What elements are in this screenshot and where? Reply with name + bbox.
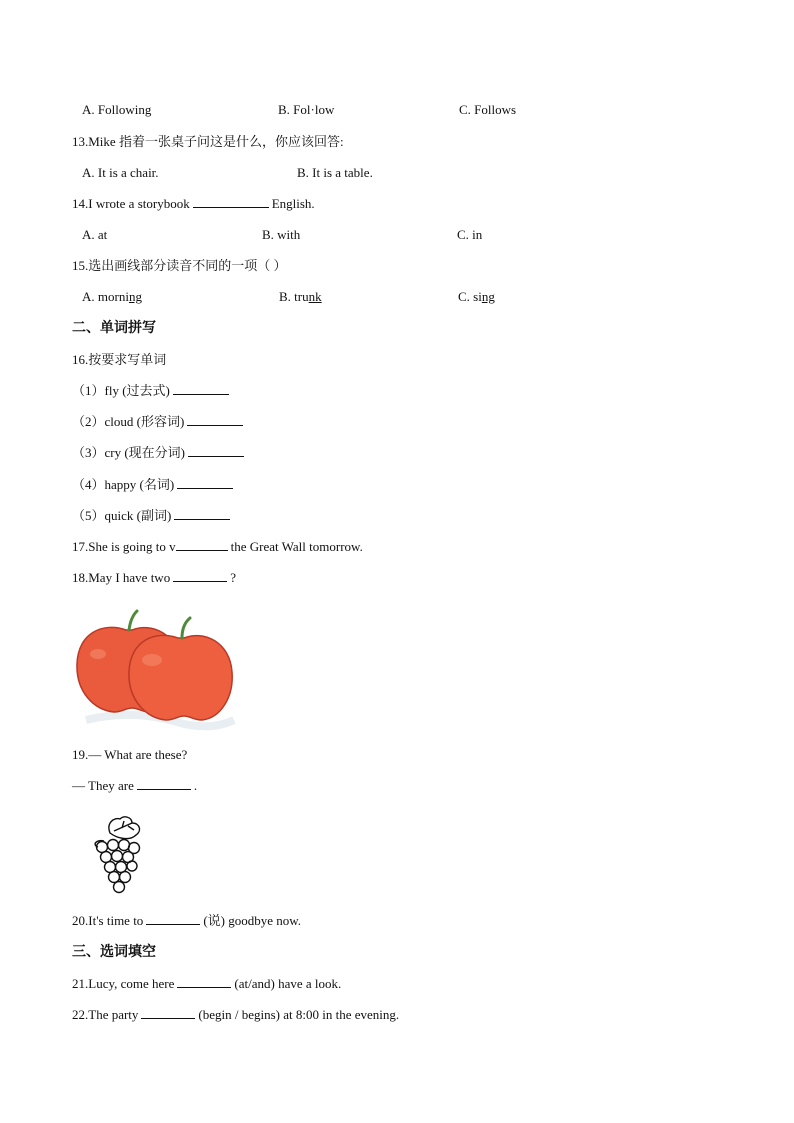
answer-blank[interactable] [146, 912, 200, 925]
option-label: A. [82, 165, 95, 180]
grape [127, 861, 137, 871]
underlined-letters: ng [128, 289, 142, 304]
q15-option-b [279, 288, 322, 306]
q16-item-5 [72, 507, 233, 525]
option-text: at [97, 227, 108, 242]
option-text: tru [294, 289, 309, 304]
option-label: A. [82, 289, 95, 304]
q12-option-b [278, 101, 334, 119]
q14-prompt [72, 195, 315, 213]
option-label: C. [457, 227, 469, 242]
q13-option-b [297, 164, 373, 182]
q14-option-c [457, 226, 482, 244]
prompt-text: 22.The party [72, 1007, 139, 1022]
q19-line-2 [72, 777, 197, 795]
item-text: （3）cry (现在分词) [72, 445, 186, 460]
answer-blank[interactable] [176, 538, 228, 551]
grape-leaf-vein [114, 821, 134, 831]
grape [109, 872, 120, 883]
item-text: （4）happy (名词) [72, 477, 175, 492]
option-text: Fol·low [293, 102, 335, 117]
option-text: with [277, 227, 301, 242]
option-label: A. [82, 227, 95, 242]
prompt-text: 17.She is going to v [72, 539, 176, 554]
prompt-text: 21.Lucy, come here [72, 976, 175, 991]
answer-blank[interactable] [188, 444, 244, 457]
option-text: Follows [474, 102, 517, 117]
option-label: C. [458, 289, 470, 304]
item-text: （5）quick (副词) [72, 508, 172, 523]
option-text: It is a chair. [97, 165, 159, 180]
apple-highlight [90, 649, 106, 659]
option-label: B. [278, 102, 290, 117]
answer-blank[interactable] [187, 413, 243, 426]
option-label: B. [262, 227, 274, 242]
q19-line-1: 19.— What are these? [72, 747, 188, 762]
q14-option-b [262, 226, 300, 244]
grape [112, 851, 123, 862]
option-text: in [472, 227, 483, 242]
grape-leaf [109, 817, 140, 839]
grape [119, 840, 130, 851]
answer-blank[interactable] [173, 382, 229, 395]
prompt-text: 20.It's time to [72, 913, 144, 928]
option-label: C. [459, 102, 471, 117]
q16-item-2 [72, 413, 246, 431]
q14-option-a [82, 226, 107, 244]
grape [108, 840, 119, 851]
answer-blank[interactable] [177, 476, 233, 489]
underlined-letters: ng [481, 289, 495, 304]
q21-prompt [72, 975, 341, 993]
option-text: morni [97, 289, 129, 304]
prompt-text: the Great Wall tomorrow. [230, 539, 363, 554]
prompt-text: — They are [72, 778, 134, 793]
section-heading-2: 二、单词拼写 [72, 320, 156, 336]
q12-option-a [82, 101, 151, 119]
prompt-text: English. [271, 196, 315, 211]
option-label: B. [297, 165, 309, 180]
answer-blank[interactable] [193, 195, 269, 208]
q15-option-c [458, 288, 495, 306]
grape [114, 882, 125, 893]
q13-option-a [82, 164, 159, 182]
option-text: si [473, 289, 482, 304]
apple-right-stem [182, 618, 190, 638]
q12-option-c [459, 101, 516, 119]
q16-item-4 [72, 476, 236, 494]
apple-highlight [142, 654, 162, 666]
option-label: B. [279, 289, 291, 304]
prompt-text: ? [230, 570, 236, 585]
answer-blank[interactable] [141, 1006, 195, 1019]
underlined-letters: nk [308, 289, 322, 304]
q15-prompt: 15.选出画线部分读音不同的一项（ ） [72, 258, 287, 273]
q15-option-a [82, 288, 142, 306]
q16-item-1 [72, 382, 232, 400]
apple-right [129, 635, 232, 720]
prompt-text: . [193, 778, 198, 793]
apples-picture [74, 608, 238, 734]
section-heading-3: 三、选词填空 [72, 944, 156, 960]
q13-prompt: 13.Mike 指着一张桌子问这是什么，你应该回答: [72, 134, 344, 149]
q16-item-3 [72, 444, 247, 462]
q20-prompt [72, 912, 301, 930]
item-text: （1）fly (过去式) [72, 383, 170, 398]
option-label: A. [82, 102, 95, 117]
answer-blank[interactable] [137, 777, 191, 790]
grapes-picture [86, 815, 146, 895]
answer-blank[interactable] [173, 569, 227, 582]
answer-blank[interactable] [174, 507, 230, 520]
q17-prompt [72, 538, 363, 556]
q16-prompt: 16.按要求写单词 [72, 352, 167, 367]
q18-prompt [72, 569, 236, 587]
prompt-text: 18.May I have two [72, 570, 171, 585]
item-text: （2）cloud (形容词) [72, 414, 185, 429]
prompt-text: (说) goodbye now. [203, 913, 302, 928]
apple-left-stem [129, 611, 137, 630]
prompt-text: (at/and) have a look. [234, 976, 342, 991]
option-text: It is a table. [312, 165, 373, 180]
grape [120, 872, 131, 883]
prompt-text: 14.I wrote a storybook [72, 196, 190, 211]
prompt-text: (begin / begins) at 8:00 in the evening. [198, 1007, 400, 1022]
answer-blank[interactable] [177, 975, 231, 988]
option-text: Following [97, 102, 152, 117]
q22-prompt [72, 1006, 399, 1024]
